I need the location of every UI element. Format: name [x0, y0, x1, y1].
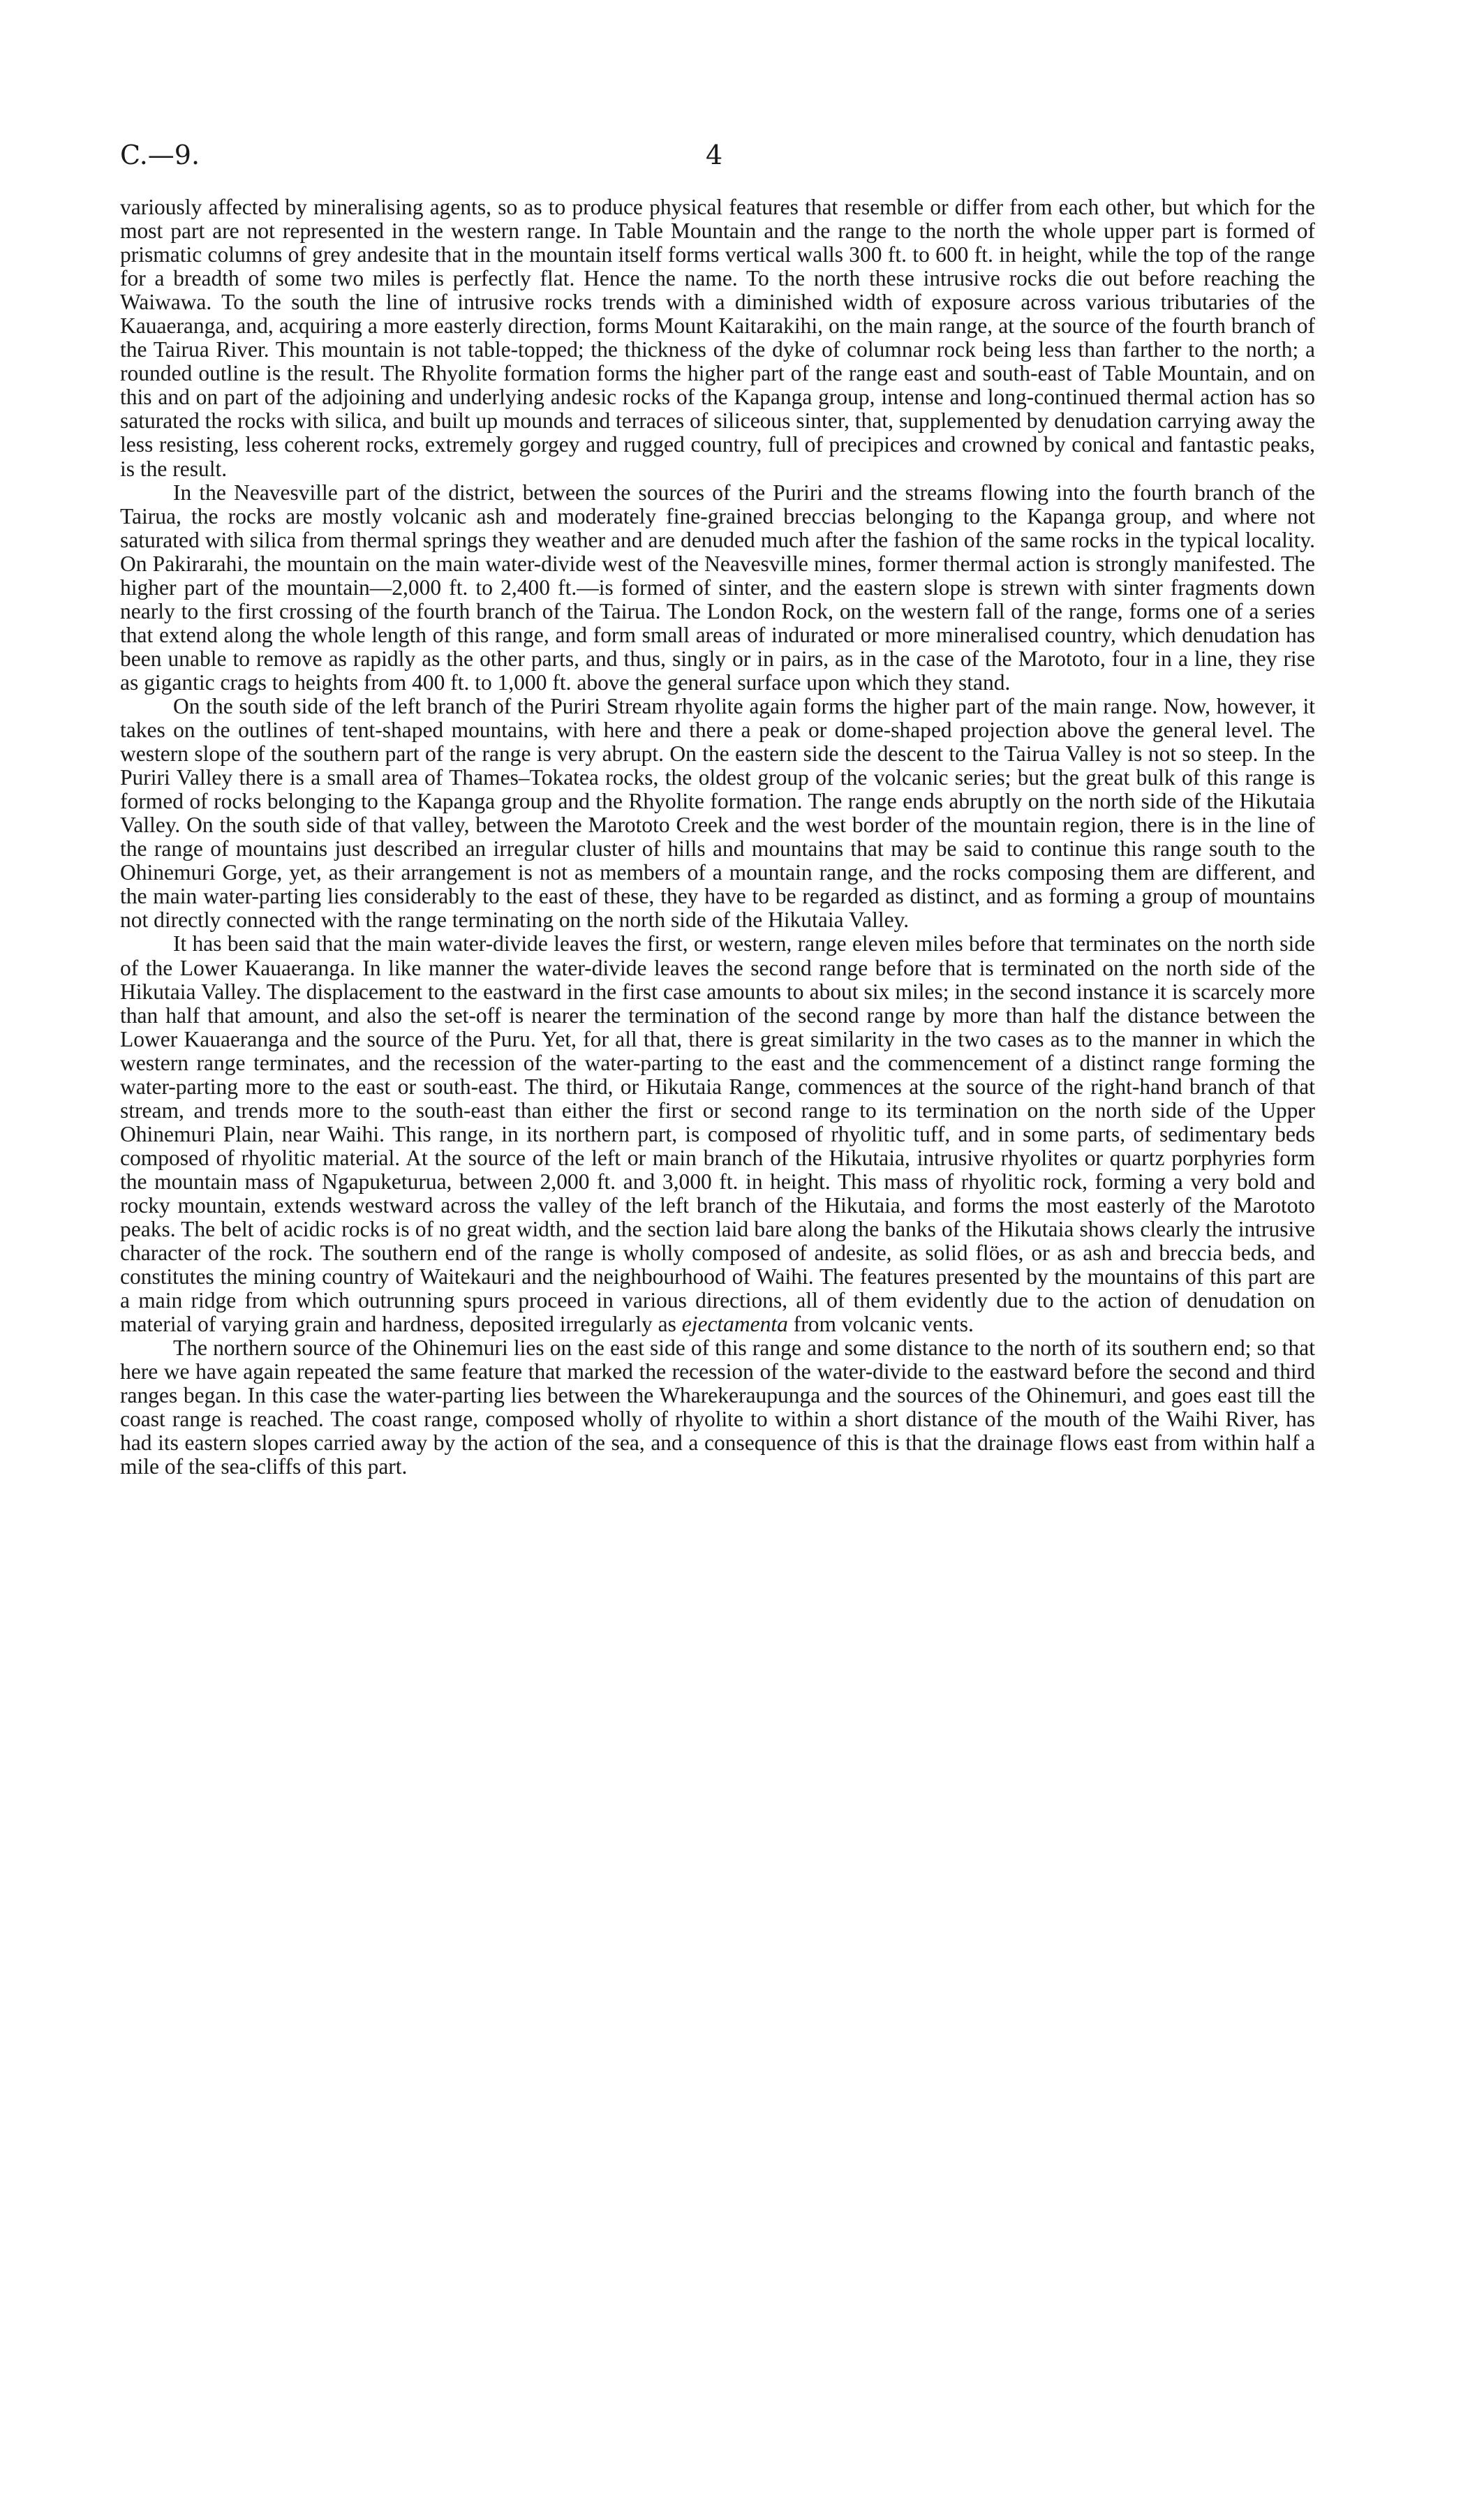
paragraph-water-divide: [120, 932, 1315, 1336]
document-page: [120, 140, 1315, 1479]
page-number: 4: [706, 140, 723, 170]
document-reference: C.—9.: [120, 140, 200, 170]
paragraph-water-divide-text: It has been said that the main water-divide leaves the first, or western, range eleven miles before that terminates on the north side of the Lower Kauaeranga. In like manner the water-divide leaves the second range before that is terminated on the north side of the Hikutaia Valley. The displacement to the eastward in the first case amounts to about six miles; in the second instance it is scarcely more than half that amount, and also the set-off is nearer the termination of the second range by more than half the distance between the Lower Kauaeranga and the source of the Puru. Yet, for all that, there is great similarity in the two cases as to the manner in which the western range terminates, and the recession of the water-parting to the east and the commencement of a distinct range forming the water-parting more to the east or south-east. The third, or Hikutaia Range, commences at the source of the right-hand branch of that stream, and trends more to the south-east than either the first or second range to its termination on the north side of the Upper Ohinemuri Plain, near Waihi. This range, in its northern part, is composed of rhyolitic tuff, and in some parts, of sedimentary beds composed of rhyolitic material. At the source of the left or main branch of the Hikutaia, intrusive rhyolites or quartz porphyries form the mountain mass of Ngapuketurua, between 2,000 ft. and 3,000 ft. in height. This mass of rhyolitic rock, forming a very bold and rocky mountain, extends westward across the valley of the left branch of the Hikutaia, and forms the most easterly of the Marototo peaks. The belt of acidic rocks is of no great width, and the section laid bare along the banks of the Hikutaia shows clearly the intrusive character of the rock. The southern end of the range is wholly composed of andesite, as solid flöes, or as ash and breccia beds, and constitutes the mining country of Waitekauri and the neighbourhood of Waihi. The features presented by the mountains of this part are a main ridge from which outrunning spurs proceed in various directions, all of them evidently due to the action of denudation on material of varying grain and hardness, deposited irregularly as: [120, 931, 1315, 1337]
running-head: [120, 140, 1315, 195]
paragraph-neavesville: In the Neavesville part of the district, between the sources of the Puriri and the streams flowing into the fourth branch of the Tairua, the rocks are mostly volcanic ash and moderately fine-grained breccias belonging to the Kapanga group, and where not saturated with silica from thermal springs they weather and are denuded much after the fashion of the same rocks in the typical locality. On Pakirarahi, the mountain on the main water-divide west of the Neavesville mines, former thermal action is strongly manifested. The higher part of the mountain—2,000 ft. to 2,400 ft.—is formed of sinter, and the eastern slope is strewn with sinter fragments down nearly to the first crossing of the fourth branch of the Tairua. The London Rock, on the western fall of the range, forms one of a series that extend along the whole length of this range, and form small areas of indurated or more mineralised country, which denudation has been unable to remove as rapidly as the other parts, and thus, singly or in pairs, as in the case of the Marototo, four in a line, they rise as gigantic crags to heights from 400 ft. to 1,000 ft. above the general surface upon which they stand.: [120, 480, 1315, 695]
paragraph-ohinemuri: The northern source of the Ohinemuri lies on the east side of this range and some distance to the north of its southern end; so that here we have again repeated the same feature that marked the recession of the water-divide to the eastward before the second and third ranges began. In this case the water-parting lies between the Wharekeraupunga and the sources of the Ohinemuri, and goes east till the coast range is reached. The coast range, composed wholly of rhyolite to within a short distance of the mouth of the Waihi River, has had its eastern slopes carried away by the action of the sea, and a consequence of this is that the drainage flows east from within half a mile of the sea-cliffs of this part.: [120, 1336, 1315, 1479]
paragraph-water-divide-tail: from volcanic vents.: [787, 1312, 974, 1337]
body-text: [120, 195, 1315, 1479]
paragraph-puriri-stream: On the south side of the left branch of the Puriri Stream rhyolite again forms the higher part of the main range. Now, however, it takes on the outlines of tent-shaped mountains, with here and there a peak or dome-shaped projection above the general level. The western slope of the southern part of the range is very abrupt. On the eastern side the descent to the Tairua Valley is not so steep. In the Puriri Valley there is a small area of Thames–Tokatea rocks, the oldest group of the volcanic series; but the great bulk of this range is formed of rocks belonging to the Kapanga group and the Rhyolite formation. The range ends abruptly on the north side of the Hikutaia Valley. On the south side of that valley, between the Marototo Creek and the west border of the mountain region, there is in the line of the range of mountains just described an irregular cluster of hills and mountains that may be said to continue this range south to the Ohinemuri Gorge, yet, as their arrangement is not as members of a mountain range, and the rocks composing them are different, and the main water-parting lies considerably to the east of these, they have to be regarded as distinct, and as forming a group of mountains not directly connected with the range terminating on the north side of the Hikutaia Valley.: [120, 693, 1315, 933]
paragraph-table-mountain: variously affected by mineralising agents, so as to produce physical features that resemble or differ from each other, but which for the most part are not represented in the western range. In Table Mountain and the range to the north the whole upper part is formed of prismatic columns of grey andesite that in the mountain itself forms vertical walls 300 ft. to 600 ft. in height, while the top of the range for a breadth of some two miles is perfectly flat. Hence the name. To the north these intrusive rocks die out before reaching the Waiwawa. To the south the line of intrusive rocks trends with a diminished width of exposure across various tributaries of the Kauaeranga, and, acquiring a more easterly direction, forms Mount Kaitarakihi, on the main range, at the source of the fourth branch of the Tairua River. This mountain is not table-topped; the thickness of the dyke of columnar rock being less than farther to the north; a rounded outline is the result. The Rhyolite formation forms the higher part of the range east and south-east of Table Mountain, and on this and on part of the adjoining and underlying andesic rocks of the Kapanga group, intense and long-continued thermal action has so saturated the rocks with silica, and built up mounds and terraces of siliceous sinter, that, supplemented by denudation carrying away the less resisting, less coherent rocks, extremely gorgey and rugged country, full of precipices and crowned by conical and fantastic peaks, is the result.: [120, 195, 1315, 481]
italic-term: ejectamenta: [681, 1312, 788, 1337]
